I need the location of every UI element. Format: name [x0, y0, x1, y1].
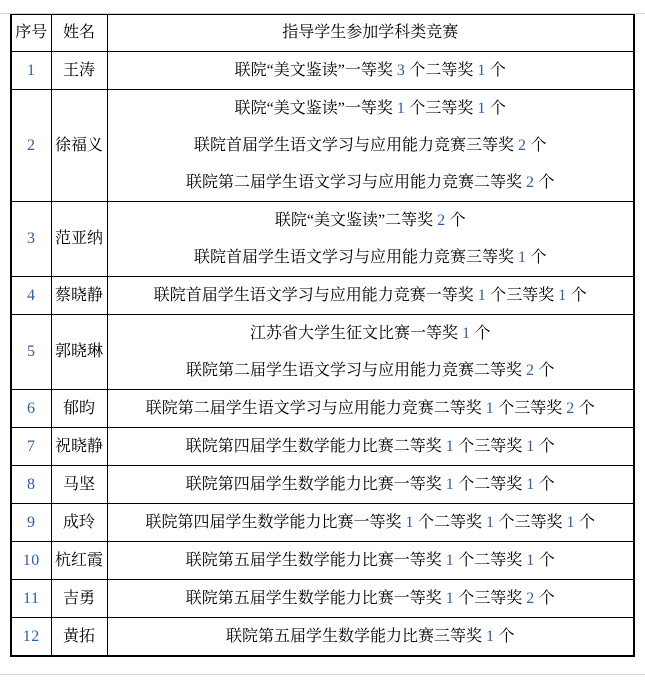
table-row: [11, 202, 634, 277]
row-number-cell: [11, 580, 51, 618]
name-cell: 蔡晓静: [51, 277, 107, 315]
awards-cell: [107, 580, 634, 618]
name-cell: 黄拓: [51, 618, 107, 657]
name-cell: 杭红霞: [51, 542, 107, 580]
award-count: 2: [518, 136, 527, 154]
table-row: [11, 315, 634, 390]
awards-cell: [107, 542, 634, 580]
header-row: [11, 14, 634, 52]
name-cell: 祝晓静: [51, 428, 107, 466]
row-number-cell: [11, 466, 51, 504]
award-count: 2: [526, 173, 535, 191]
award-count: 8: [27, 475, 36, 493]
award-count: 4: [27, 286, 36, 304]
award-line: 联院第四届学生数学能力比赛一等奖 1 个二等奖 1 个三等奖 1 个: [145, 513, 596, 531]
award-count: 1: [396, 99, 406, 117]
award-line: 联院“美文鉴读”一等奖 3 个二等奖 1 个: [234, 61, 506, 79]
awards-cell: [107, 504, 634, 542]
table-body: [11, 52, 634, 657]
award-line: 联院第二届学生语文学习与应用能力竞赛二等奖 2 个: [185, 361, 555, 379]
award-count: 1: [526, 475, 535, 493]
award-count: 1: [526, 551, 535, 569]
header-awards: 指导学生参加学科类竞赛: [107, 14, 634, 52]
award-count: 7: [27, 437, 36, 455]
awards-cell: [107, 90, 634, 202]
table-row: [11, 466, 634, 504]
award-line: 联院第四届学生数学能力比赛二等奖 1 个三等奖 1 个: [185, 437, 555, 455]
award-count: 3: [396, 61, 406, 79]
award-count: 1: [477, 61, 486, 79]
award-count: 2: [27, 136, 36, 154]
award-count: 12: [22, 627, 40, 645]
award-line: 联院首届学生语文学习与应用能力竞赛一等奖 1 个三等奖 1 个: [153, 286, 587, 304]
row-number-cell: [11, 202, 51, 277]
award-count: 2: [566, 399, 575, 417]
award-line: 江苏省大学生征文比赛一等奖 1 个: [249, 324, 491, 342]
award-count: 1: [518, 248, 527, 266]
award-line: 联院第五届学生数学能力比赛三等奖 1 个: [225, 627, 515, 645]
award-count: 1: [558, 286, 567, 304]
row-number-cell: [11, 504, 51, 542]
bottom-edge-line: [0, 674, 645, 675]
award-count: 1: [486, 627, 495, 645]
award-line: 联院第二届学生语文学习与应用能力竞赛二等奖 2 个: [185, 173, 555, 191]
row-number-cell: [11, 90, 51, 202]
award-count: 2: [526, 361, 535, 379]
top-edge-line: [0, 13, 645, 14]
award-line: 联院第二届学生语文学习与应用能力竞赛二等奖 1 个三等奖 2 个: [145, 399, 595, 417]
award-count: 1: [445, 589, 455, 607]
awards-cell: [107, 277, 634, 315]
row-number-cell: [11, 390, 51, 428]
name-cell: 郭晓琳: [51, 315, 107, 390]
awards-table: [10, 13, 635, 657]
award-count: 3: [27, 230, 36, 248]
table-row: [11, 504, 634, 542]
table-row: [11, 580, 634, 618]
award-count: 1: [477, 99, 486, 117]
awards-cell: [107, 466, 634, 504]
award-count: 1: [445, 475, 455, 493]
award-count: 1: [27, 61, 36, 79]
table-row: [11, 390, 634, 428]
row-number-cell: [11, 277, 51, 315]
table-row: [11, 428, 634, 466]
table-row: [11, 52, 634, 90]
table-row: [11, 618, 634, 657]
award-count: 9: [27, 513, 36, 531]
award-count: 5: [27, 343, 36, 361]
table-row: [11, 542, 634, 580]
header-no: 序号: [11, 14, 51, 52]
awards-cell: [107, 315, 634, 390]
awards-cell: [107, 52, 634, 90]
awards-cell: [107, 202, 634, 277]
award-count: 1: [445, 551, 455, 569]
table-row: [11, 90, 634, 202]
award-count: 1: [405, 513, 414, 531]
award-count: 1: [526, 437, 535, 455]
award-count: 1: [445, 437, 455, 455]
award-line: 联院第五届学生数学能力比赛一等奖 1 个三等奖 2 个: [185, 589, 555, 607]
name-cell: 马坚: [51, 466, 107, 504]
award-line: 联院“美文鉴读”二等奖 2 个: [274, 211, 466, 229]
row-number-cell: [11, 315, 51, 390]
award-count: 2: [437, 211, 446, 229]
award-count: 10: [22, 551, 40, 569]
name-cell: 王涛: [51, 52, 107, 90]
header-name: 姓名: [51, 14, 107, 52]
award-count: 2: [526, 589, 535, 607]
awards-cell: [107, 390, 634, 428]
award-line: 联院第五届学生数学能力比赛一等奖 1 个二等奖 1 个: [185, 551, 555, 569]
award-line: 联院第四届学生数学能力比赛一等奖 1 个二等奖 1 个: [185, 475, 555, 493]
award-count: 1: [462, 324, 471, 342]
award-count: 11: [23, 589, 40, 607]
award-count: 1: [566, 513, 576, 531]
row-number-cell: [11, 618, 51, 657]
award-count: 1: [477, 286, 487, 304]
row-number-cell: [11, 428, 51, 466]
award-count: 1: [485, 399, 495, 417]
name-cell: 吉勇: [51, 580, 107, 618]
name-cell: 成玲: [51, 504, 107, 542]
awards-cell: [107, 428, 634, 466]
table-header: [11, 14, 634, 52]
name-cell: 徐福义: [51, 90, 107, 202]
name-cell: 范亚纳: [51, 202, 107, 277]
table-row: [11, 277, 634, 315]
award-count: 1: [486, 513, 495, 531]
awards-cell: [107, 618, 634, 657]
name-cell: 郁昀: [51, 390, 107, 428]
award-count: 6: [27, 399, 36, 417]
row-number-cell: [11, 542, 51, 580]
row-number-cell: [11, 52, 51, 90]
award-line: 联院首届学生语文学习与应用能力竞赛三等奖 1 个: [193, 248, 547, 266]
award-line: 联院“美文鉴读”一等奖 1 个三等奖 1 个: [234, 99, 506, 117]
award-line: 联院首届学生语文学习与应用能力竞赛三等奖 2 个: [193, 136, 547, 154]
